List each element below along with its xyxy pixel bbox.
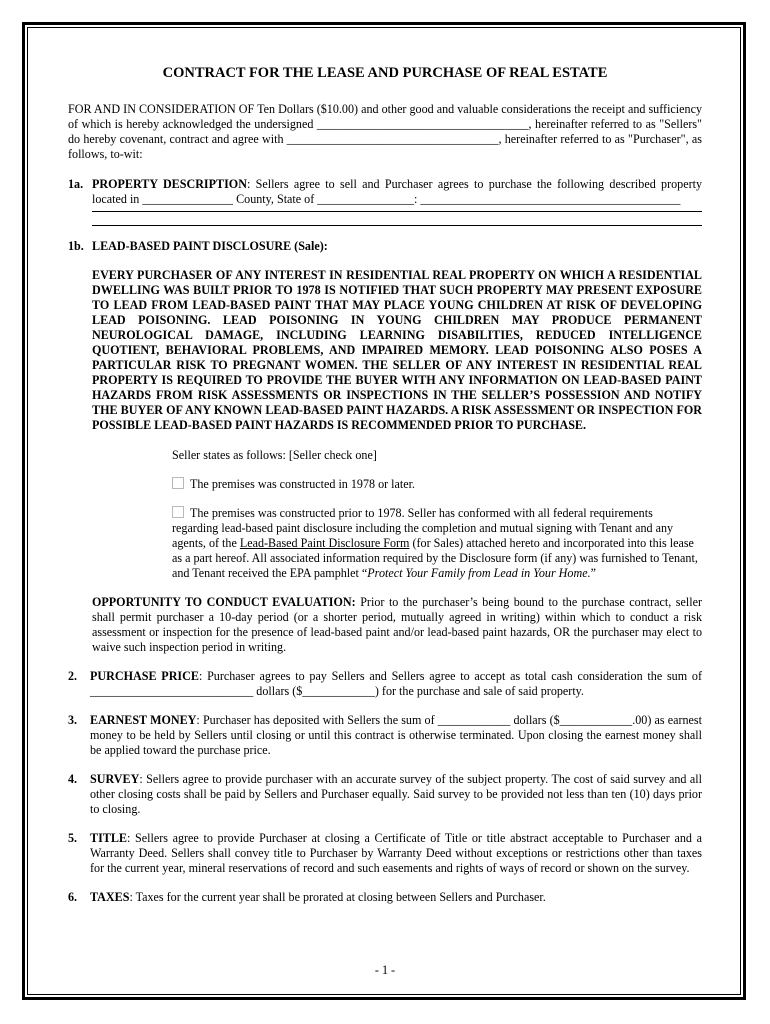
property-description-line2: located in _______________ County, State of ________________: ___________________________________________ xyxy=(92,192,681,206)
preamble-paragraph: FOR AND IN CONSIDERATION OF Ten Dollars ($10.00) and other good and valuable considerations the receipt and sufficiency of which is hereby acknowledged the undersigned ___________________________________, hereinafter referred to as "Sellers" do hereby covenant, contract and agree with ___________________________________, hereinafter referred to as "Purchaser", as follows, to-wit: xyxy=(68,102,702,161)
seller-states-label: Seller states as follows: [Seller check one] xyxy=(172,448,377,462)
section-body xyxy=(92,177,702,226)
earnest-money-paragraph xyxy=(90,713,702,758)
survey-heading: SURVEY xyxy=(90,772,140,786)
taxes-heading: TAXES xyxy=(90,890,130,904)
section-number: 1b. xyxy=(68,239,84,253)
purchase-price-line2: ___________________________ dollars ($____________) for the purchase and sale of said property. xyxy=(90,684,584,698)
property-description-line1 xyxy=(92,177,702,192)
section-1a xyxy=(68,177,702,226)
property-description-text: : Sellers agree to sell and Purchaser agrees to purchase the following described property xyxy=(246,177,703,191)
section-body xyxy=(92,239,702,655)
page-number: - 1 - xyxy=(374,963,396,977)
checkbox-prior-1978[interactable] xyxy=(172,506,184,518)
purchase-price-text: : Purchaser agrees to pay Sellers and Sellers agree to accept as total cash consideration the sum of xyxy=(198,669,702,683)
section-3 xyxy=(68,713,702,758)
option-prior-1978-text-cont: (for Sales) attached hereto and incorporated into this lease as a part hereof. All associated information required by the Disclosure form (if any) was furnished to Tenant, and Tenant received the EPA pamphlet “ xyxy=(172,536,698,580)
opportunity-heading: OPPORTUNITY TO CONDUCT EVALUATION: xyxy=(92,595,356,609)
section-number: 4. xyxy=(68,772,78,786)
taxes-text: : Taxes for the current year shall be prorated at closing between Sellers and Purchaser. xyxy=(129,890,546,904)
closing-quote: ” xyxy=(590,566,596,580)
blank-line xyxy=(92,211,702,212)
document-title: CONTRACT FOR THE LEASE AND PURCHASE OF REAL ESTATE xyxy=(162,65,608,81)
option-1978-or-later xyxy=(172,477,702,492)
option-prior-1978 xyxy=(172,506,702,581)
section-number: 3. xyxy=(68,713,78,727)
section-number: 5. xyxy=(68,831,78,845)
earnest-money-text: : Purchaser has deposited with Sellers the sum of ____________ dollars ($____________.00) as earnest money to be held by Sellers until closing or until this contract is otherwise terminated. Upon closing the earnest money shall be applied toward the purchase price. xyxy=(90,713,702,757)
section-body xyxy=(90,713,702,758)
blank-line xyxy=(92,225,702,226)
survey-paragraph xyxy=(90,772,702,817)
seller-options xyxy=(92,448,702,581)
purchase-price-heading: PURCHASE PRICE xyxy=(90,669,199,683)
epa-pamphlet-title: Protect Your Family from Lead in Your Home. xyxy=(367,566,591,580)
taxes-paragraph xyxy=(90,890,702,905)
section-body xyxy=(90,772,702,817)
section-body xyxy=(90,669,702,699)
title-text: : Sellers agree to provide Purchaser at closing a Certificate of Title or title abstract acceptable to Purchaser and a Warranty Deed. Sellers shall convey title to Purchaser by Warranty Deed without exceptions or restrictions other than taxes for the current year, mineral reservations of record and such easements and rights of ways of record or shown on the survey. xyxy=(90,831,702,875)
survey-text: : Sellers agree to provide purchaser with an accurate survey of the subject property. The cost of said survey and all other closing costs shall be paid by Sellers and Purchaser equally. Said survey to be provided not less than ten (10) days prior to closing. xyxy=(90,772,702,816)
checkbox-1978-or-later[interactable] xyxy=(172,477,184,489)
option-1978-or-later-label: The premises was constructed in 1978 or later. xyxy=(190,477,416,491)
title-paragraph xyxy=(90,831,702,876)
disclosure-form-link: Lead-Based Paint Disclosure Form xyxy=(239,536,410,550)
earnest-money-heading: EARNEST MONEY xyxy=(90,713,197,727)
opportunity-text: Prior to the purchaser’s being bound to the purchase contract, seller shall permit purchaser a 10-day period (or a shorter period, mutually agreed in writing) within which to conduct a risk assessment or inspection for the presence of lead-based paint and/or lead-based paint hazards, OR the purchaser may elect to waive such inspection period in writing. xyxy=(92,595,702,654)
section-number: 6. xyxy=(68,890,78,904)
opportunity-paragraph xyxy=(92,595,702,655)
purchase-price-line1 xyxy=(90,669,702,684)
section-6 xyxy=(68,890,702,905)
section-2 xyxy=(68,669,702,699)
section-4 xyxy=(68,772,702,817)
section-5 xyxy=(68,831,702,876)
section-body xyxy=(90,890,702,905)
lead-paint-heading: LEAD-BASED PAINT DISCLOSURE (Sale): xyxy=(92,239,328,253)
section-number: 1a. xyxy=(68,177,84,191)
property-description-heading: PROPERTY DESCRIPTION xyxy=(92,177,247,191)
section-1b xyxy=(68,239,702,655)
title-heading: TITLE xyxy=(90,831,127,845)
section-number: 2. xyxy=(68,669,78,683)
lead-paint-warning: EVERY PURCHASER OF ANY INTEREST IN RESIDENTIAL REAL PROPERTY ON WHICH A RESIDENTIAL DWELLING WAS BUILT PRIOR TO 1978 IS NOTIFIED THAT SUCH PROPERTY MAY PRESENT EXPOSURE TO LEAD FROM LEAD-BASED PAINT THAT MAY PLACE YOUNG CHILDREN AT RISK OF DEVELOPING LEAD POISONING. LEAD POISONING IN YOUNG CHILDREN MAY PRODUCE PERMANENT NEUROLOGICAL DAMAGE, INCLUDING LEARNING DISABILITIES, REDUCED INTELLIGENCE QUOTIENT, BEHAVIORAL PROBLEMS, AND IMPAIRED MEMORY. LEAD POISONING ALSO POSES A PARTICULAR RISK TO PREGNANT WOMEN. THE SELLER OF ANY INTEREST IN RESIDENTIAL REAL PROPERTY IS REQUIRED TO PROVIDE THE BUYER WITH ANY INFORMATION ON LEAD-BASED PAINT HAZARDS FROM RISK ASSESSMENTS OR INSPECTIONS IN THE SELLER’S POSSESSION AND NOTIFY THE BUYER OF ANY KNOWN LEAD-BASED PAINT HAZARDS. A RISK ASSESSMENT OR INSPECTION FOR POSSIBLE LEAD-BASED PAINT HAZARDS IS RECOMMENDED PRIOR TO PURCHASE. xyxy=(92,268,702,432)
document-page xyxy=(68,66,702,905)
option-prior-1978-text: The premises was constructed prior to 1978. Seller has conformed with all federal requirements regarding lead-based paint disclosure including the completion and mutual signing with Tenant and any agents, of the xyxy=(172,506,674,550)
section-body xyxy=(90,831,702,876)
